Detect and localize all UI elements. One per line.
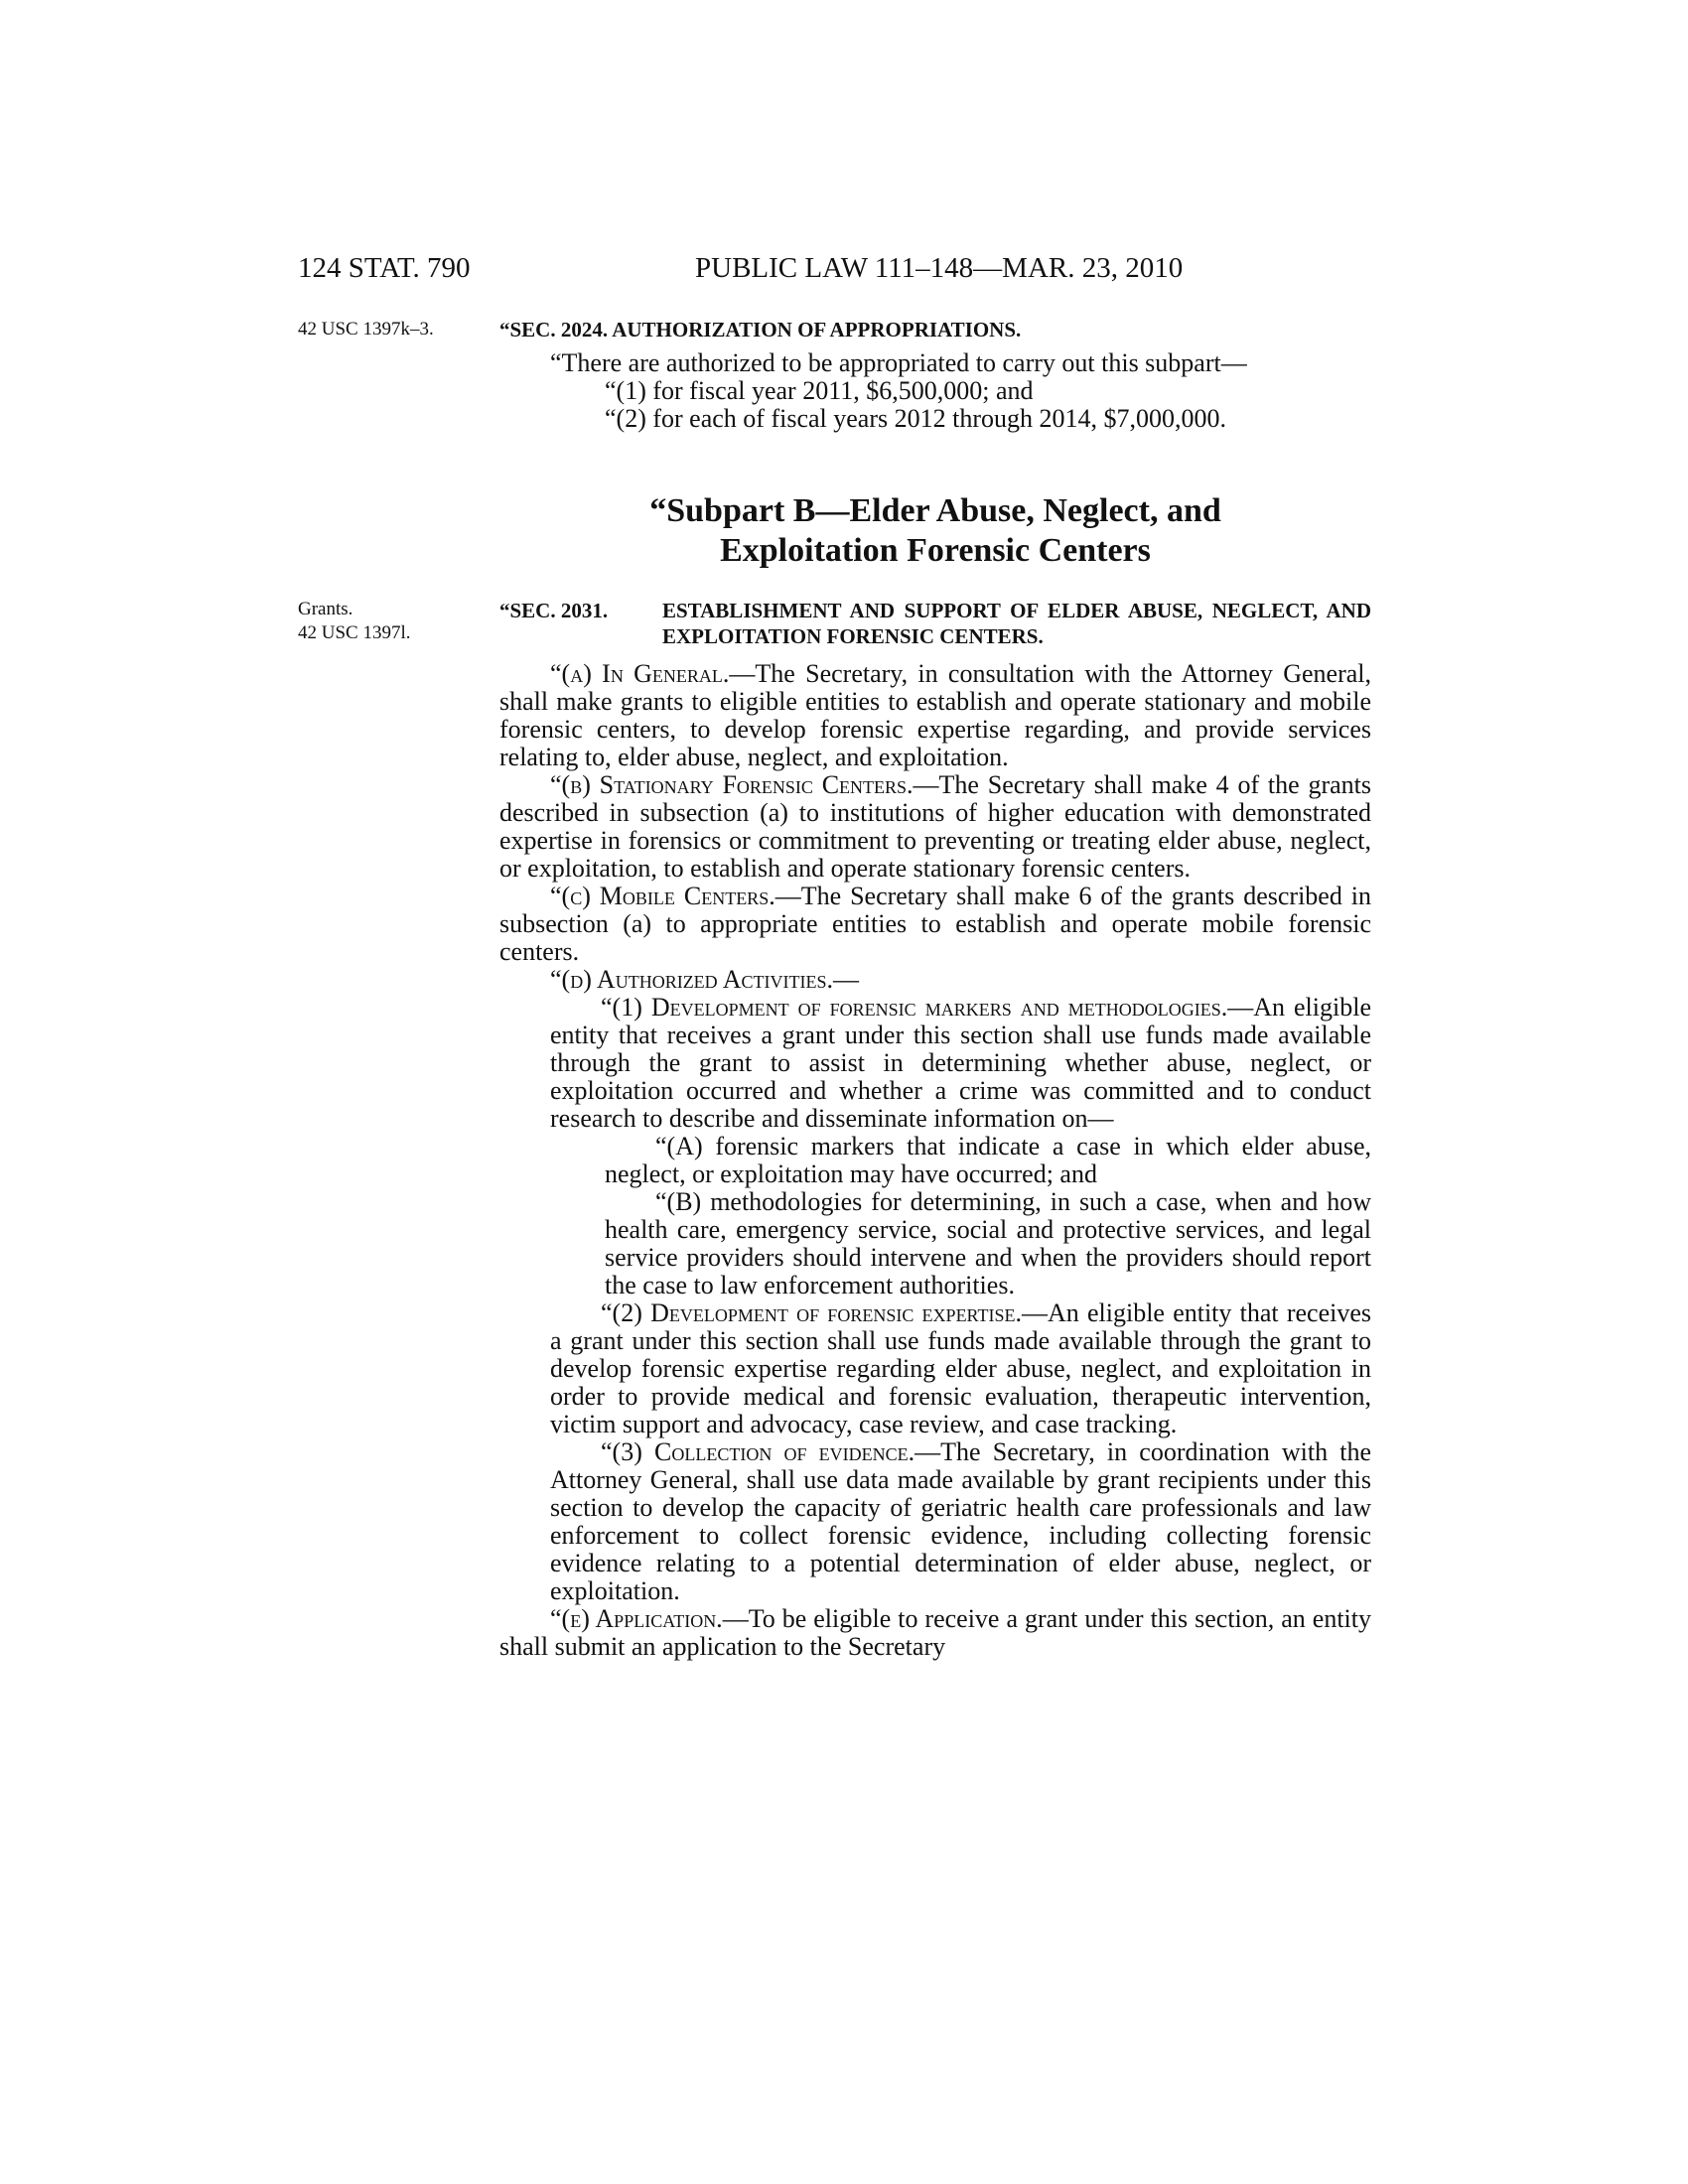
paragraph-d2-text: —An eligible entity that receives a grant under this section shall use funds made available through the grant to develop forensic expertise regarding elder abuse, neglect, and exploitation in order to provide medical and forensic evaluation, therapeutic intervention, victim support and advocacy, case review, and case tracking. xyxy=(550,1298,1371,1438)
subsection-b-text: —The Secretary shall make 4 of the grants described in subsection (a) to institutions of higher education with demonstrated expertise in forensics or commitment to preventing or treating elder abuse, neglect, or exploitation, to establish and operate stationary forensic centers. xyxy=(499,770,1371,883)
paragraph-d1-label: “(1) Development of forensic markers and methodologies. xyxy=(601,993,1228,1022)
section-2031-body xyxy=(499,660,1371,1661)
paragraph-d2 xyxy=(550,1299,1371,1438)
subsection-e-text: —To be eligible to receive a grant under this section, an entity shall submit an application to the Secretary xyxy=(499,1604,1371,1661)
page-header xyxy=(298,252,1370,292)
section-2024-intro: “There are authorized to be appropriated to carry out this subpart— xyxy=(550,348,1247,377)
subpart-b-title xyxy=(499,491,1371,571)
subsection-c xyxy=(499,883,1371,966)
paragraph-d1-text: —An eligible entity that receives a grant under this section shall use funds made available through the grant to assist in determining whether abuse, neglect, or exploitation occurred and whether a crime was committed and to conduct research to describe and disseminate information on— xyxy=(550,993,1371,1133)
subsection-e xyxy=(499,1605,1371,1661)
subsection-d xyxy=(499,966,1371,994)
margin-note-grants xyxy=(298,598,477,645)
stat-page-number: 124 STAT. 790 xyxy=(298,252,471,284)
margin-note-usc-1397l: 42 USC 1397l. xyxy=(298,622,411,643)
paragraph-d3-text: —The Secretary, in coordination with the Attorney General, shall use data made available by grant recipients under this section to develop the capacity of geriatric health care professionals and law enforcement to collect forensic evidence, including collecting forensic evidence relating to a potential determination of elder abuse, neglect, or exploitation. xyxy=(550,1437,1372,1605)
margin-note-usc-1397k3: 42 USC 1397k–3. xyxy=(298,319,434,340)
section-2024-item-1: “(1) for fiscal year 2011, $6,500,000; and xyxy=(605,376,1034,405)
section-2031-title: ESTABLISHMENT AND SUPPORT OF ELDER ABUSE, NEGLECT, AND EXPLOITATION FORENSIC CENTERS. xyxy=(662,599,1371,648)
section-2031-heading xyxy=(499,598,1371,649)
section-2031-number: “SEC. 2031. xyxy=(499,599,609,622)
subpart-title-line-2: Exploitation Forensic Centers xyxy=(720,532,1151,569)
subsection-c-label: “(c) Mobile Centers. xyxy=(550,882,775,910)
subsection-a-text: —The Secretary, in consultation with the Attorney General, shall make grants to eligible entities to establish and operate stationary and mobile forensic centers, to develop forensic expertise regarding, and provide services relating to, elder abuse, neglect, and exploitation. xyxy=(499,659,1371,771)
paragraph-d1 xyxy=(550,994,1371,1133)
paragraph-d3-label: “(3) Collection of evidence. xyxy=(601,1437,915,1466)
subsection-b-label: “(b) Stationary Forensic Centers. xyxy=(550,770,914,799)
subpart-title-line-1: “Subpart B—Elder Abuse, Neglect, and xyxy=(649,492,1221,529)
section-2024-item-2: “(2) for each of fiscal years 2012 through 2014, $7,000,000. xyxy=(605,404,1226,433)
subsection-d-label: “(d) Authorized Activities.— xyxy=(550,965,860,994)
subsection-c-text: —The Secretary shall make 6 of the grants described in subsection (a) to appropriate entities to establish and operate mobile forensic centers. xyxy=(499,882,1372,966)
subsection-b xyxy=(499,771,1371,883)
subsection-a xyxy=(499,660,1371,771)
subsection-e-label: “(e) Application. xyxy=(550,1604,723,1633)
paragraph-d3 xyxy=(550,1438,1371,1605)
law-title: PUBLIC LAW 111–148—MAR. 23, 2010 xyxy=(695,252,1184,284)
subparagraph-dA: “(A) forensic markers that indicate a case in which elder abuse, neglect, or exploitation may have occurred; and xyxy=(605,1132,1371,1188)
margin-note-grants-label: Grants. xyxy=(298,599,353,619)
section-2024-heading: “SEC. 2024. AUTHORIZATION OF APPROPRIATIONS. xyxy=(499,318,1022,341)
subsection-a-label: “(a) In General. xyxy=(550,659,730,688)
subparagraph-dB: “(B) methodologies for determining, in such a case, when and how health care, emergency service, social and protective services, and legal service providers should intervene and when the providers should report the case to law enforcement authorities. xyxy=(605,1187,1371,1299)
paragraph-d2-label: “(2) Development of forensic expertise. xyxy=(601,1298,1022,1327)
section-2024-body xyxy=(499,349,1371,433)
